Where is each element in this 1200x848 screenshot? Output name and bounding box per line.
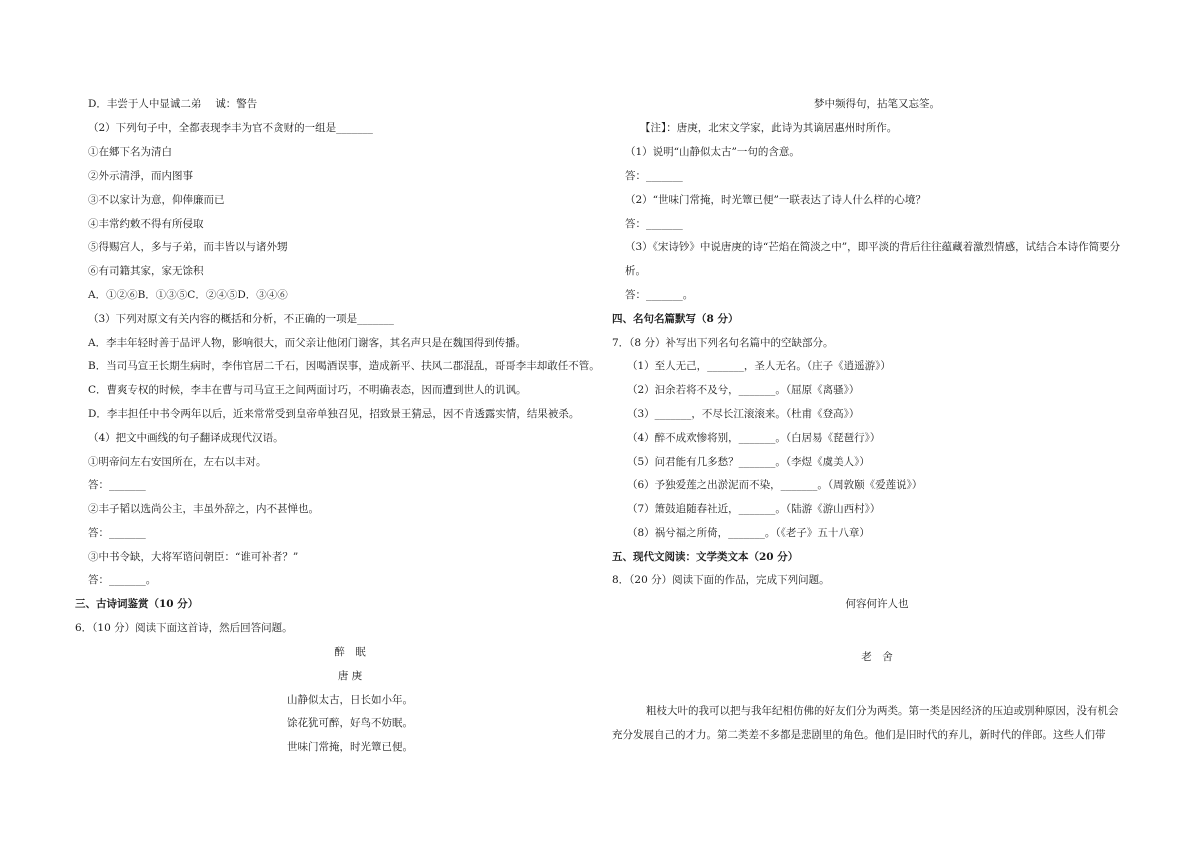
q6-3-prompt-cont: 析。 <box>625 265 646 277</box>
q6-prompt: 6．（10 分）阅读下面这首诗，然后回答问题。 <box>75 622 293 634</box>
q4-sentence-2: ②丰子韬以选尚公主，丰虽外辞之，内不甚惮也。 <box>88 503 319 515</box>
q7-item: （8）祸兮福之所倚，_______。（《老子》五十八章） <box>627 527 870 539</box>
q6-3-prompt: （3）《宋诗钞》中说唐庚的诗“芒焰在简淡之中”，即平淡的背后往往蕴藏着激烈情感，试结合本诗作简要分 <box>625 241 1121 253</box>
q7-prompt: 7．（8 分）补写出下列名句名篇中的空缺部分。 <box>612 337 834 349</box>
poem-line: 梦中频得句，拈笔又忘筌。 <box>814 98 940 110</box>
poem-line: 世味门常掩，时光簟已便。 <box>287 741 413 753</box>
poem-author: 唐 庚 <box>337 670 363 682</box>
q7-item: （7）箫鼓追随春社近，_______。（陆游《游山西村》） <box>627 503 881 515</box>
q7-item: （5）问君能有几多愁？_______。（李煜《虞美人》） <box>627 456 870 468</box>
q3-option-d: D．李丰担任中书令两年以后，近来常常受到皇帝单独召见，招致景王猜忌，因不肯透露实情，结果被杀。 <box>88 408 580 420</box>
q4-answer-2: 答：_______ <box>88 527 146 539</box>
q2-item: ⑥有司籍其家，家无馀积 <box>88 265 204 277</box>
poem-line: 山静似太古，日长如小年。 <box>287 694 413 706</box>
q2-prompt: （2）下列句子中，全都表现李丰为官不贪财的一组是_______ <box>88 122 373 134</box>
q6-1-prompt: （1）说明“山静似太古”一句的含意。 <box>625 146 800 158</box>
q6-1-answer: 答：_______ <box>625 170 683 182</box>
q7-item: （1）至人无己，_______，圣人无名。（庄子《逍遥游》） <box>627 360 891 372</box>
q4-prompt: （4）把文中画线的句子翻译成现代汉语。 <box>88 432 284 444</box>
q6-2-answer: 答：_______ <box>625 218 683 230</box>
article-paragraph-line: 充分发展自己的才力。第二类差不多都是悲剧里的角色。他们是旧时代的弃儿，新时代的伴郎。这些人们带 <box>612 729 1106 741</box>
article-author: 老 舍 <box>861 651 893 663</box>
poem-title: 醉 眠 <box>334 646 366 658</box>
section-5-heading: 五、现代文阅读：文学类文本（20 分） <box>612 551 799 563</box>
q4-sentence-1: ①明帝问左右安国所在，左右以丰对。 <box>88 456 267 468</box>
section-4-heading: 四、名句名篇默写（8 分） <box>612 313 739 325</box>
q4-sentence-3: ③中书令缺，大将军谘问朝臣：“谁可补者？” <box>88 551 299 563</box>
q2-item: ④丰常约敕不得有所侵取 <box>88 218 204 230</box>
q6-2-prompt: （2）“世味门常掩，时光簟已便”一联表达了诗人什么样的心境？ <box>625 194 926 206</box>
poem-note: 【注】：唐庚，北宋文学家，此诗为其谪居惠州时所作。 <box>640 122 898 134</box>
q3-prompt: （3）下列对原文有关内容的概括和分析，不正确的一项是_______ <box>88 313 394 325</box>
q2-item: ⑤得赐宫人，多与子弟，而丰皆以与诸外甥 <box>88 241 288 253</box>
q7-item: （4）醉不成欢惨将别，_______。（白居易《琵琶行》） <box>627 432 881 444</box>
q7-item: （3）_______，不尽长江滚滚来。（杜甫《登高》） <box>627 408 860 420</box>
q2-item: ①在郷下名为清白 <box>88 146 172 158</box>
q7-item: （2）汩余若将不及兮，_______。（屈原《离骚》） <box>627 384 860 396</box>
q7-item: （6）予独爱莲之出淤泥而不染，_______。（周敦颐《爱莲说》） <box>627 479 923 491</box>
q3-option-c: C．曹爽专权的时候，李丰在曹与司马宣王之间两面讨巧，不明确表态，因而遭到世人的讥讽。 <box>88 384 527 396</box>
q2-options: A．①②⑥B．①③⑤C．②④⑤D．③④⑥ <box>88 289 288 301</box>
section-3-heading: 三、古诗词鉴赏（10 分） <box>75 598 199 610</box>
q2-item: ②外示清淨，而内图事 <box>88 170 193 182</box>
poem-line: 馀花犹可醉，好鸟不妨眠。 <box>287 717 413 729</box>
q4-answer-1: 答：_______ <box>88 479 146 491</box>
article-title: 何容何许人也 <box>845 598 909 610</box>
q6-3-answer: 答：_______。 <box>625 289 694 301</box>
q8-prompt: 8．（20 分）阅读下面的作品，完成下列问题。 <box>612 574 830 586</box>
q4-answer-3: 答：_______。 <box>88 574 157 586</box>
article-paragraph-line: 粗枝大叶的我可以把与我年纪相仿佛的好友们分为两类。第一类是因经济的压迫或别种原因，没有机会 <box>646 705 1119 717</box>
option-d-previous-question: D．丰尝于人中显诚二弟 诚：警告 <box>88 98 258 110</box>
q2-item: ③不以家计为意，仰俸廉而已 <box>88 194 225 206</box>
q3-option-b: B．当司马宣王长期生病时，李伟官居二千石，因喝酒误事，造成新平、扶风二郡混乱，哥哥李丰却敢任不管。 <box>88 360 600 372</box>
q3-option-a: A．李丰年轻时善于品评人物，影响很大，而父亲让他闭门谢客，其名声只是在魏国得到传播。 <box>88 337 527 349</box>
